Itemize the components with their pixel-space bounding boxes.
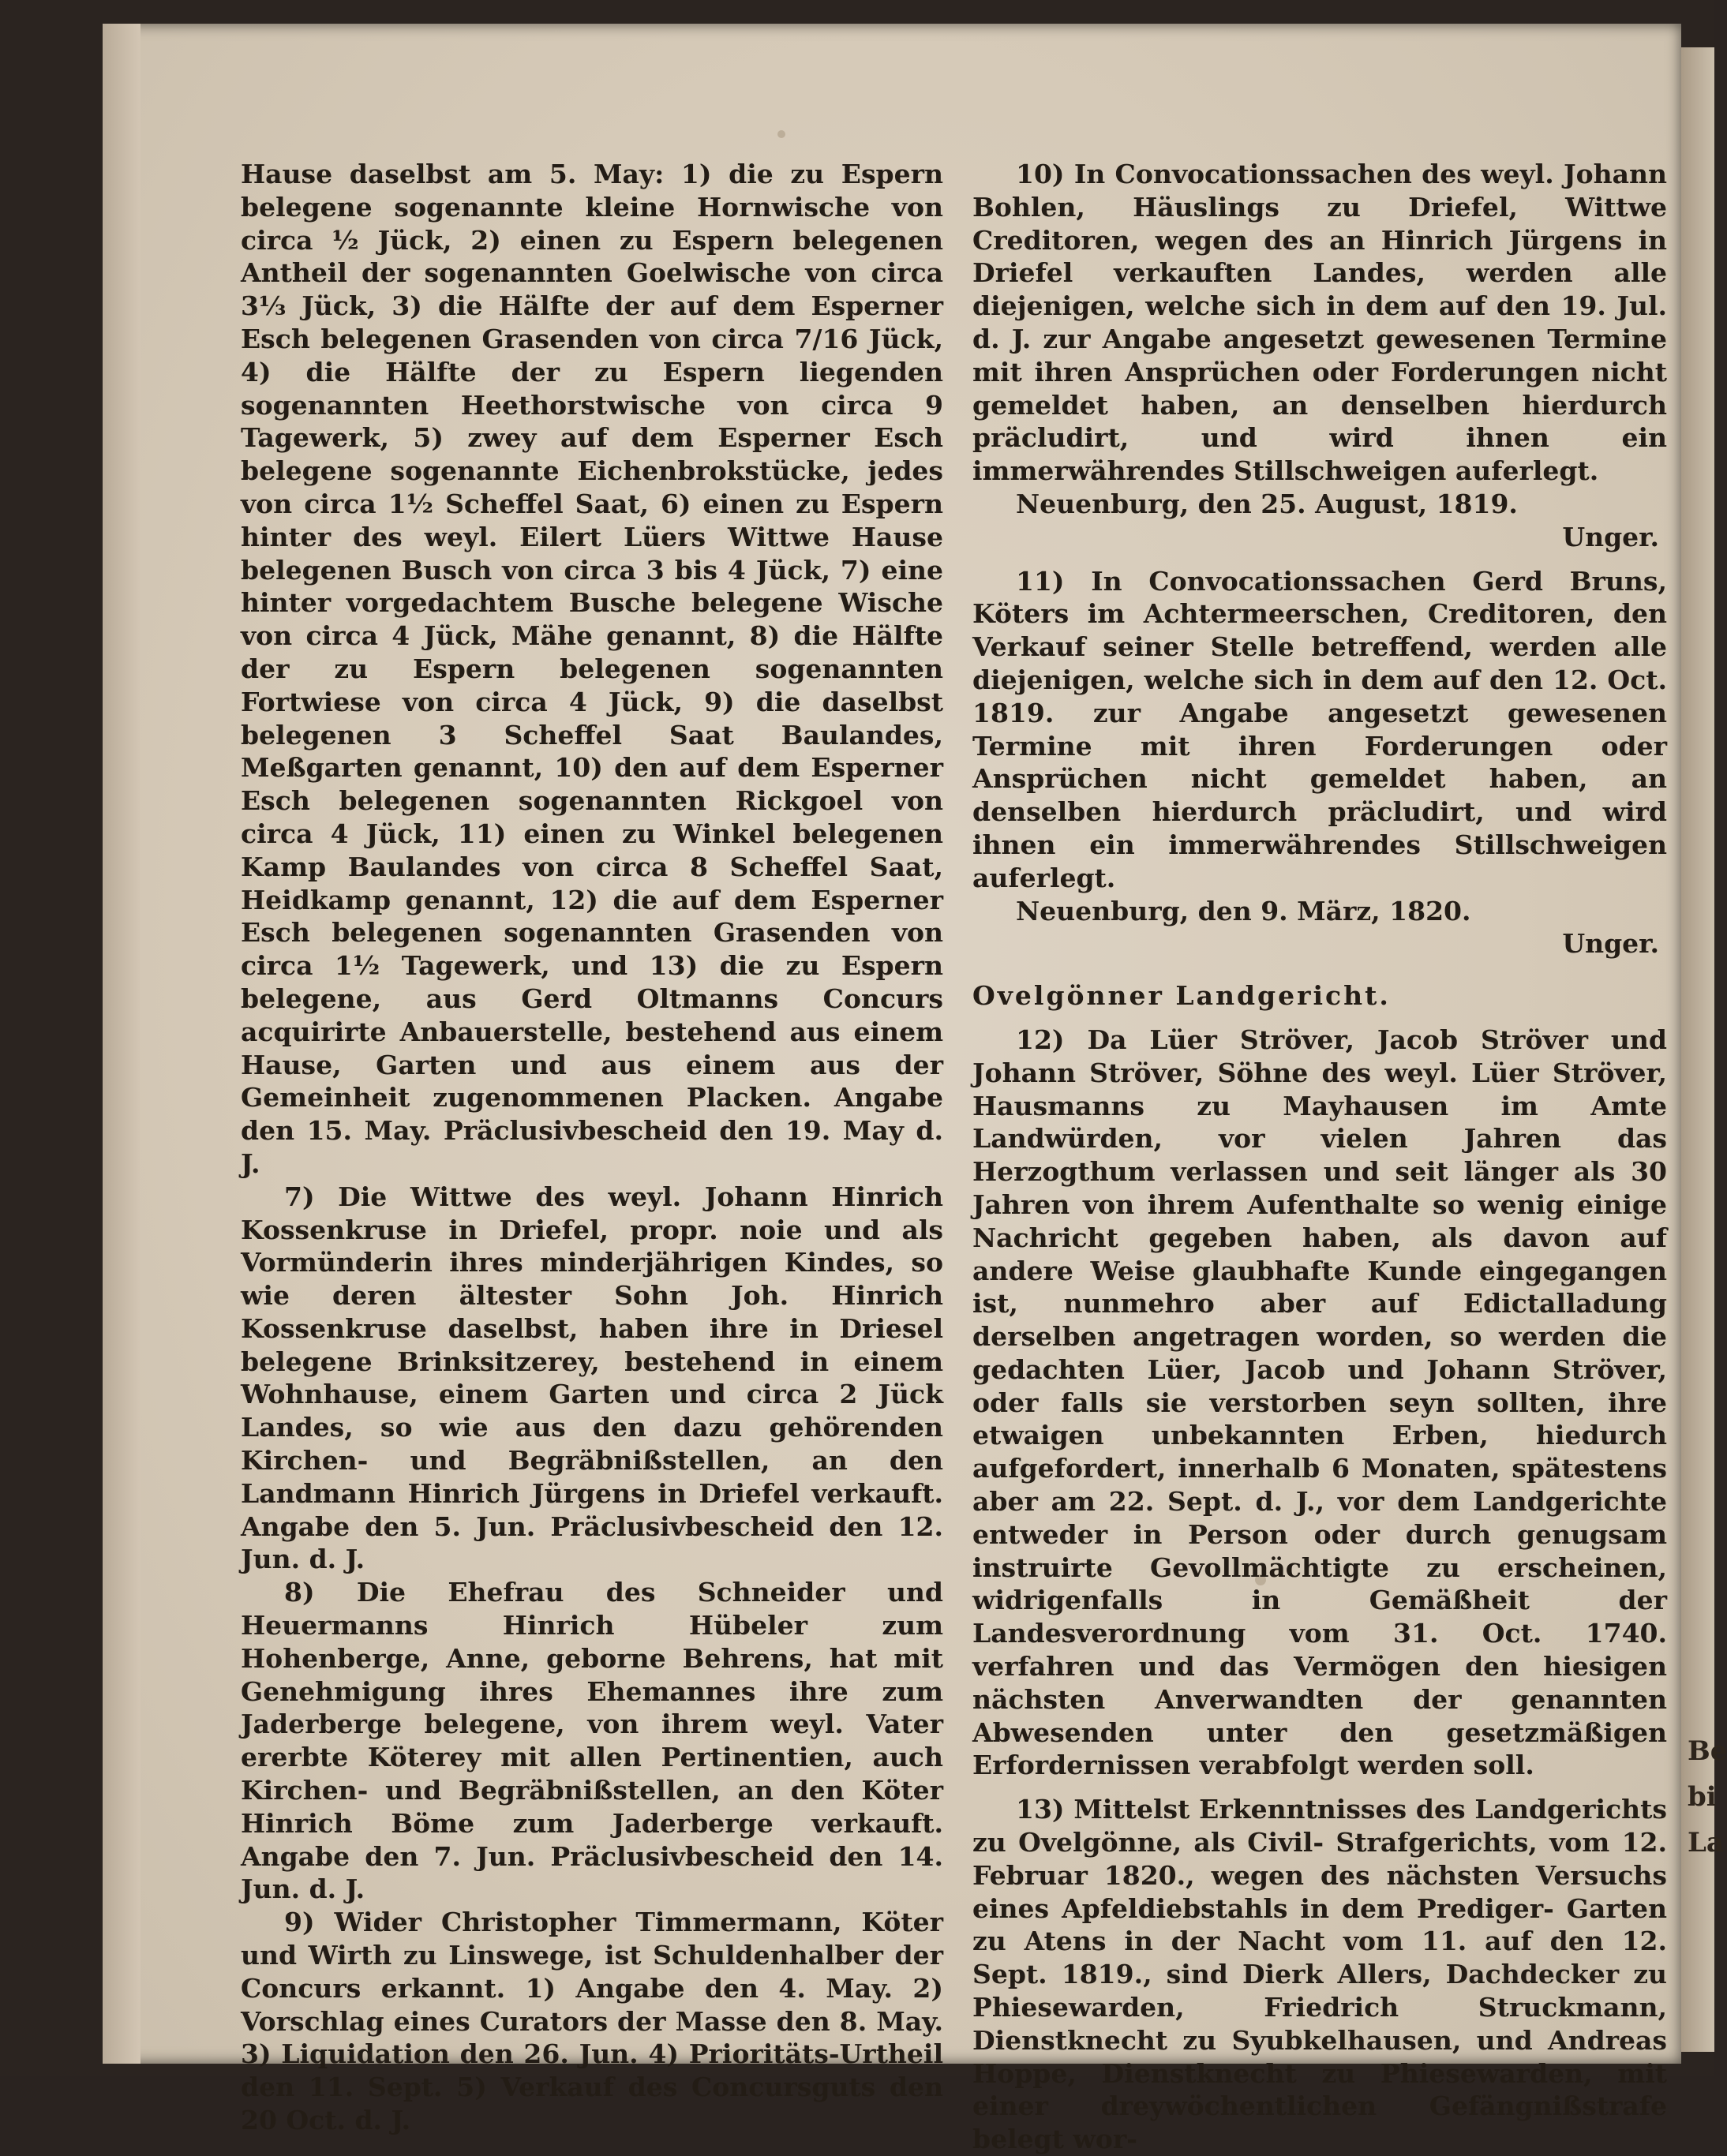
paragraph-9: 9) Wider Christopher Timmermann, Köter und Wirth zu Linswege, ist Schuldenhalber der Concurs erkannt. 1) Angabe den 4. May. 2) Vorschlag eines Curators der Masse den 8. May. 3) Liquidation den 26. Jun. 4) Prioritäts-Urtheil den 11. Sept. 5) Verkauf des Concursguts den 20 Oct. d. J.	[241, 1907, 943, 2136]
paragraph-continuation: Hause daselbst am 5. May: 1) die zu Espern belegene sogenannte kleine Hornwische von circa ½ Jück, 2) einen zu Espern belegenen Antheil der sogenannten Goelwische von circa 3⅓ Jück, 3) die Hälfte der auf dem Esperner Esch belegenen Grasenden von circa 7/16 Jück, 4) die Hälfte der zu Espern liegenden sogenannten Heethorstwische von circa 9 Tagewerk, 5) zwey auf dem Esperner Esch belegene sogenannte Eichenbrokstücke, jedes von circa 1½ Scheffel Saat, 6) einen zu Espern hinter des weyl. Eilert Lüers Wittwe Hause belegenen Busch von circa 3 bis 4 Jück, 7) eine hinter vorgedachtem Busche belegene Wische von circa 4 Jück, Mähe genannt, 8) die Hälfte der zu Espern belegenen sogenannten Fortwiese von circa 4 Jück, 9) die daselbst belegenen 3 Scheffel Saat Baulandes, Meßgarten genannt, 10) den auf dem Esperner Esch belegenen sogenannten Rickgoel von circa 4 Jück, 11) einen zu Winkel belegenen Kamp Baulandes von circa 8 Scheffel Saat, Heidkamp genannt, 12) die auf dem Esperner Esch belegenen sogenannten Grasenden von circa 1½ Tagewerk, und 13) die zu Espern belegene, aus Gerd Oltmanns Concurs acquirirte Anbauerstelle, bestehend aus einem Hause, Garten und aus einem aus der Gemeinheit zugenommenen Placken. Angabe den 15. May. Präclusivbescheid den 19. May d. J.	[241, 159, 943, 1179]
dateline-11: Neuenburg, den 9. März, 1820.	[1016, 895, 1471, 926]
paper-stain	[777, 130, 785, 138]
paragraph-11: 11) In Convocationssachen Gerd Bruns, Köters im Achtermeerschen, Creditoren, den Verkauf seiner Stelle betreffend, werden alle diejenigen, welche sich in dem auf den 12. Oct. 1819. zur Angabe angesetzt gewesenen Termine mit ihren Forderungen oder Ansprüchen nicht gemeldet haben, an denselben hierdurch präcludirt, und wird ihnen ein immerwährendes Stillschweigen auferlegt.	[972, 565, 1667, 893]
paragraph-12: 12) Da Lüer Ströver, Jacob Ströver und Johann Ströver, Söhne des weyl. Lüer Ströver, Hausmanns zu Mayhausen im Amte Landwürden, vor vielen Jahren das Herzogthum verlassen und seit länger als 30 Jahren von ihrem Aufenthalte so wenig einige Nachricht gegeben haben, als davon auf andere Weise glaubhafte Kunde eingegangen ist, nunmehro aber auf Edictalladung derselben angetragen worden, so werden die gedachten Lüer, Jacob und Johann Ströver, oder falls sie verstorben seyn sollten, ihre etwaigen unbekannten Erben, hiedurch aufgefordert, innerhalb 6 Monaten, spätestens aber am 22. Sept. d. J., vor dem Landgerichte entweder in Person oder durch genugsam instruirte Gevollmächtigte zu erscheinen, widrigenfalls in Gemäßheit der Landesverordnung vom 31. Oct. 1740. verfahren und das Vermögen den hiesigen nächsten Anverwandten der genannten Abwesenden unter den gesetzmäßigen Erfordernissen verabfolgt werden soll.	[972, 1024, 1667, 1781]
paragraph-10: 10) In Convocationssachen des weyl. Johann Bohlen, Häuslings zu Driefel, Wittwe Creditoren, wegen des an Hinrich Jürgens in Driefel verkauften Landes, werden alle diejenigen, welche sich in dem auf den 19. Jul. d. J. zur Angabe angesetzt gewesenen Termine mit ihren Ansprüchen oder Forderungen nicht gemeldet haben, an denselben hierdurch präcludirt, und wird ihnen ein immerwährendes Stillschweigen auferlegt.	[972, 159, 1667, 487]
page-binding-edge	[103, 24, 140, 2064]
paragraph-13: 13) Mittelst Erkenntnisses des Landgerichts zu Ovelgönne, als Civil- Strafgerichts, vom 12. Februar 1820., wegen des nächsten Versuchs eines Apfeldiebstahls in dem Prediger- Garten zu Atens in der Nacht vom 11. auf den 12. Sept. 1819., sind Dierk Allers, Dachdecker zu Phiesewarden, Friedrich Struckmann, Dienstknecht zu Syubkelhausen, und Andreas Hoppe, Dienstknecht zu Phiesewarden, mit einer dreywöchentlichen Gefängnißstrafe belegt wor-	[972, 1794, 1667, 2155]
left-column	[241, 158, 943, 2137]
paragraph-7: 7) Die Wittwe des weyl. Johann Hinrich Kossenkruse in Driefel, propr. noie und als Vormünderin ihres minderjährigen Kindes, so wie deren ältester Sohn Joh. Hinrich Kossenkruse daselbst, haben ihre in Driesel belegene Brinksitzerey, bestehend in einem Wohnhause, einem Garten und circa 2 Jück Landes, so wie aus den dazu gehörenden Kirchen- und Begräbnißstellen, an den Landmann Hinrich Jürgens in Driefel verkauft. Angabe den 5. Jun. Präclusivbescheid den 12. Jun. d. J.	[241, 1181, 943, 1575]
right-column	[972, 158, 1667, 2156]
dateline-10: Neuenburg, den 25. August, 1819.	[1016, 488, 1518, 519]
paragraph-8: 8) Die Ehefrau des Schneider und Heuermanns Hinrich Hübeler zum Hohenberge, Anne, geborne Behrens, hat mit Genehmigung ihres Ehemannes ihre zum Jaderberge belegene, von ihrem weyl. Vater ererbte Köterey mit allen Pertinentien, auch Kirchen- und Begräbnißstellen, an den Köter Hinrich Böme zum Jaderberge verkauft. Angabe den 7. Jun. Präclusivbescheid den 14. Jun. d. J.	[241, 1577, 943, 1905]
section-heading: Ovelgönner Landgericht.	[972, 980, 1391, 1012]
adjacent-page-fragment: Be bi La	[1688, 1735, 1727, 1858]
signature-11: Unger.	[1562, 928, 1659, 960]
signature-10: Unger.	[1562, 521, 1659, 552]
